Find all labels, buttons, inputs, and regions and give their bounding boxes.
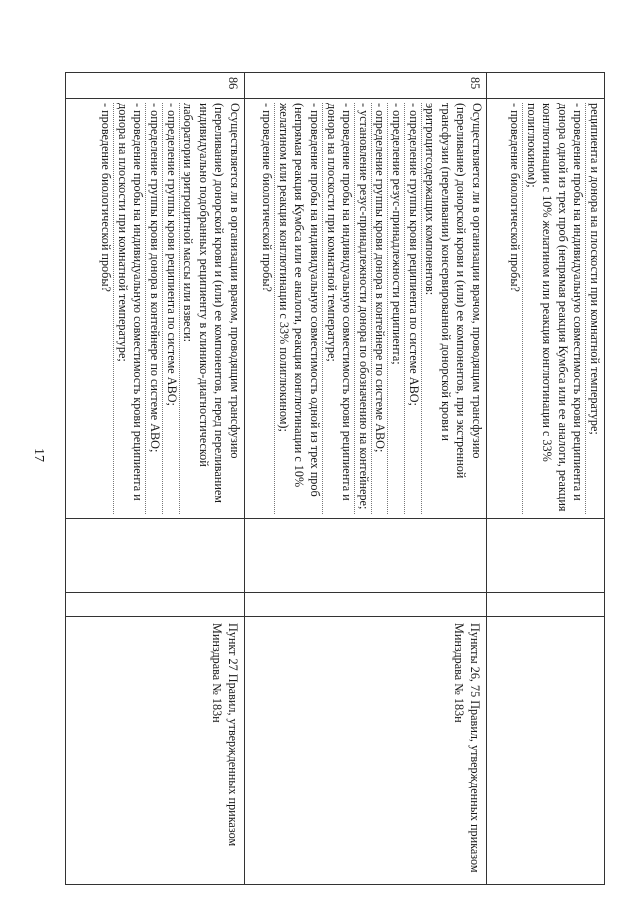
reference-cell: Пункты 26, 75 Правил, утвержденных приказом Минздрава № 183н xyxy=(245,617,487,885)
question-cell xyxy=(245,99,487,519)
question-line: Осуществляется ли в организации врачом, проводящим трансфузию (переливание) донорской крови и (или) ее компонентов, перед переливанием индивидуально подобранных реципиенту в клинико-диагностической лаборатории эритроцитной массы или взвеси: xyxy=(179,103,242,514)
question-line: Осуществляется ли в организации врачом, проводящим трансфузию (переливание) донорской крови и (или) ее компонентов, при экстренной трансфузии (переливании) консервированной донорской крови и эритроцитсодержащих компонентов: xyxy=(421,103,484,514)
question-line: - проведение биологической пробы? xyxy=(260,103,275,292)
question-line: - установление резус-принадлежности донора по обозначению на контейнере; xyxy=(354,103,371,514)
row-number: 85 xyxy=(245,73,487,99)
question-line: - определение группы крови донора в контейнере по системе АВО; xyxy=(145,103,162,514)
question-line: - определение группы крови реципиента по системе АВО; xyxy=(404,103,421,514)
answer-cell xyxy=(66,519,245,593)
question-cell xyxy=(487,99,605,519)
question-line: - проведение пробы на индивидуальную совместимость крови реципиента и донора одной из трех проб (непрямая реакция Кумбса или ее аналоги, реакция конглютинации с 10% желатином или реакция конглютинации с 33% полиглюкином); xyxy=(522,103,585,514)
table-row xyxy=(245,73,487,885)
note-cell xyxy=(245,593,487,617)
question-line: - определение резус-принадлежности реципиента; xyxy=(387,103,404,514)
question-line: - определение группы крови реципиента по системе АВО; xyxy=(162,103,179,514)
question-line: - проведение пробы на индивидуальную совместимость крови реципиента и донора на плоскости при комнатной температуре; xyxy=(322,103,354,514)
note-cell xyxy=(487,593,605,617)
answer-cell xyxy=(245,519,487,593)
page-number: 17 xyxy=(31,448,46,462)
reference-cell: Пункт 27 Правил, утвержденных приказом Минздрава № 183н xyxy=(66,617,245,885)
note-cell xyxy=(66,593,245,617)
checklist-table-container xyxy=(65,72,605,884)
rotated-table xyxy=(65,72,605,884)
question-cell xyxy=(66,99,245,519)
question-line: - проведение пробы на индивидуальную совместимость одной из трех проб (непрямая реакция Кумбса или ее аналоги, реакция конглютинации с 10% желатином или реакция конглютинации с 33% полиглюкином); xyxy=(274,103,322,514)
table-row xyxy=(66,73,245,885)
question-line: - проведение биологической пробы? xyxy=(99,103,114,292)
question-line: реципиента и донора на плоскости при комнатной температуре; xyxy=(585,103,602,514)
question-line: - проведение биологической пробы? xyxy=(507,103,522,292)
row-number: 86 xyxy=(66,73,245,99)
answer-cell xyxy=(487,519,605,593)
checklist-table xyxy=(65,72,605,885)
table-row xyxy=(487,73,605,885)
reference-cell xyxy=(487,617,605,885)
question-line: - проведение пробы на индивидуальную совместимость крови реципиента и донора на плоскости при комнатной температуре; xyxy=(113,103,145,514)
row-number xyxy=(487,73,605,99)
question-line: - определение группы крови донора в контейнере по системе АВО; xyxy=(371,103,388,514)
